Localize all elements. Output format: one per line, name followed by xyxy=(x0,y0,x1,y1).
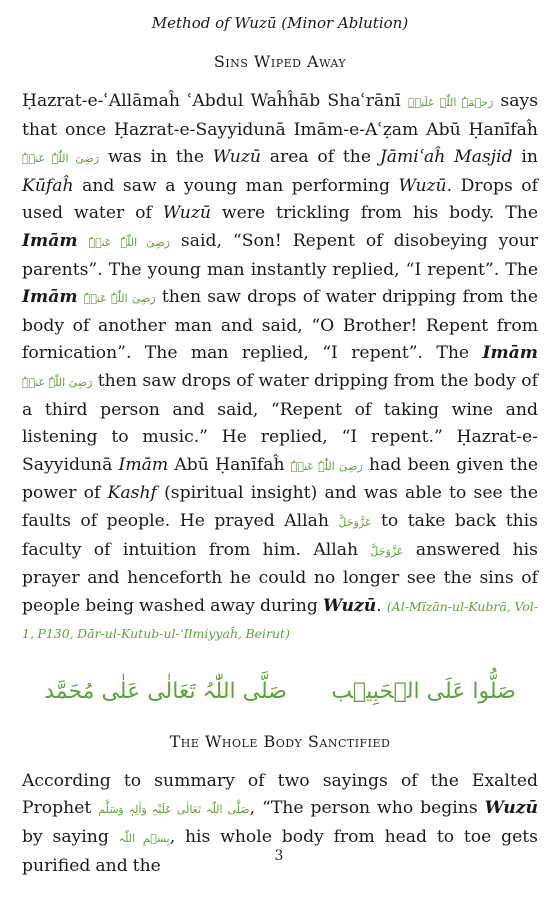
paragraph-whole-body: According to summary of two sayings of the Exalted Prophet صَلَّی اللّٰہ تَعَالٰی عَلَیْہِ وَاٰلِہٖ وَسَلَّم, “The person who begins Wuzū by saying بِسۡمِ اللّٰہ, his whole body from head to toe gets purified and the xyxy=(22,770,538,876)
honorific-radi: رَضِیَ اللّٰہُ عَنۡہُ xyxy=(83,292,156,306)
page xyxy=(22,0,538,897)
honorific-azza: عَزَّوَجَلَّ xyxy=(370,544,404,558)
section-title-sins-wiped-away: Sins Wiped Away xyxy=(213,52,347,71)
honorific-azza: عَزَّوَجَلَّ xyxy=(338,515,372,529)
honorific-prophet: صَلَّی اللّٰہ تَعَالٰی عَلَیْہِ وَاٰلِہٖ وَسَلَّم xyxy=(98,803,250,817)
honorific-radi: رَضِیَ اللّٰہُ عَنۡہُ xyxy=(88,235,170,249)
honorific-radi: رَضِیَ اللّٰہُ عَنۡہُ xyxy=(22,152,100,166)
paragraph-sins-wiped-away: Ḥazrat-e-ʿAllāmaĥ ʿAbdul Waĥĥāb Shaʿrānī رَحۡمَۃُ اللّٰہِ عَلَیۡہِ says that once Ḥazrat-e-Sayyidunā Imām-e-Aʿẓam Abū Ḥanīfaĥ رَضِیَ اللّٰہُ عَنۡہُ was in the Wuzū area of the Jāmiʿaĥ Masjid in Kūfaĥ and saw a young man performing Wuzū. Drops of used water of Wuzū were trickling from his body. The Imām رَضِیَ اللّٰہُ عَنۡہُ said, “Son! Repent of disobeying your parents”. The young man instantly replied, “I repent”. The Imām رَضِیَ اللّٰہُ عَنۡہُ then saw drops of water dripping from the body of another man and said, “O Brother! Repent from fornication”. The man replied, “I repent”. The Imām رَضِیَ اللّٰہُ عَنۡہُ then saw drops of water dripping from the body of a third person and said, “Repent of taking wine and listening to music.” He replied, “I repent.” Ḥazrat-e-Sayyidunā Imām Abū Ḥanīfaĥ رَضِیَ اللّٰہُ عَنۡہُ had been given the power of Kashf (spiritual insight) and was able to see the faults of people. He prayed Allah عَزَّوَجَلَّ to take back this faculty of intuition from him. Allah عَزَّوَجَلَّ answered his prayer and henceforth he could no longer see the sins of people being washed away during Wuzū. (Al-Mīzān-ul-Kubrā, Vol-1, P130, Dār-ul-Kutub-ul-ʿIlmiyyaĥ, Beirut) xyxy=(22,91,539,642)
honorific-rahmat: رَحۡمَۃُ اللّٰہِ عَلَیۡہِ xyxy=(407,96,494,109)
salutation-right: صَلُّوا عَلَی الۡحَبِیۡب xyxy=(331,679,516,705)
section-title-whole-body-sanctified: The Whole Body Sanctified xyxy=(169,731,391,751)
honorific-radi: رَضِیَ اللّٰہُ عَنۡہُ xyxy=(290,459,363,473)
salutations-row xyxy=(22,670,538,714)
citation: (Al-Mīzān-ul-Kubrā, Vol-1, P130, Dār-ul-Kutub-ul-ʿIlmiyyaĥ, Beirut) xyxy=(22,598,538,642)
honorific-radi: رَضِیَ اللّٰہُ عَنۡہُ xyxy=(22,375,93,389)
page-number: 3 xyxy=(274,848,284,864)
running-head: Method of Wuzū (Minor Ablution) xyxy=(151,14,409,32)
bismillah-text: بِسۡمِ اللّٰہ xyxy=(118,832,170,846)
salutation-left: صَلَّی اللّٰہُ تَعَالٰی عَلٰی مُحَمَّد xyxy=(44,679,287,705)
